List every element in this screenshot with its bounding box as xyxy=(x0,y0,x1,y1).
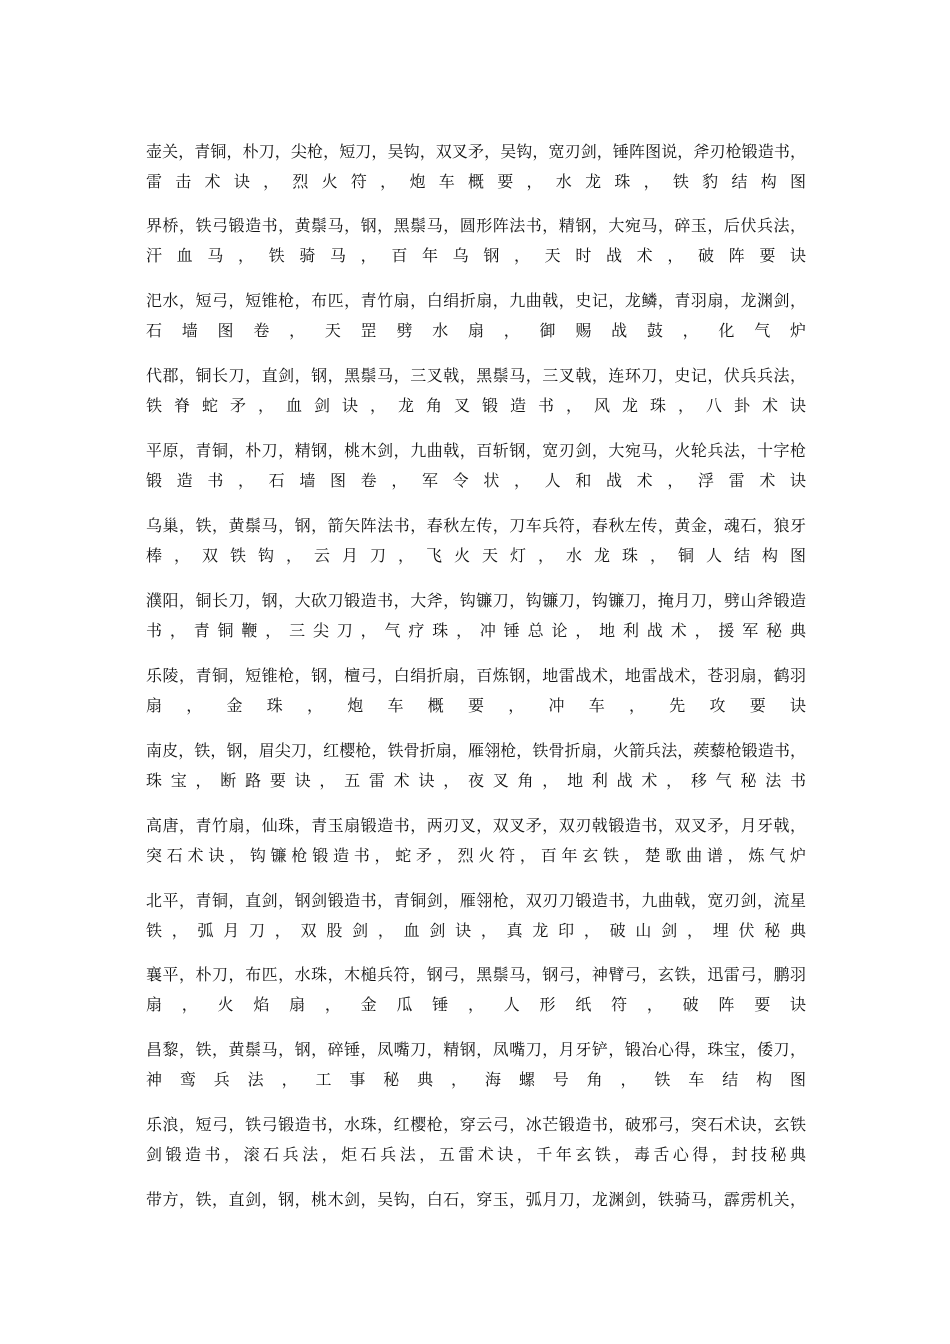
entry-line-2: 雷击术诀，烈火符，炮车概要，水龙珠，铁豹结构图 xyxy=(146,172,806,191)
entry-line-2: 神鸾兵法，工事秘典，海螺号角，铁车结构图 xyxy=(146,1070,806,1089)
entry-line-2: 棒，双铁钩，云月刀，飞火天灯，水龙珠，铜人结构图 xyxy=(146,546,806,565)
list-item xyxy=(146,213,806,269)
entry-line-2: 石墙图卷，天罡劈水扇，御赐战鼓，化气炉 xyxy=(146,321,806,340)
entry-line-1: 襄平，朴刀，布匹，水珠，木槌兵符，钢弓，黑鬃马，钢弓，神臂弓，玄铁，迅雷弓，鹏羽 xyxy=(146,965,806,984)
list-item xyxy=(146,438,806,494)
list-item xyxy=(146,663,806,719)
entry-line-1: 南皮，铁，钢，眉尖刀，红樱枪，铁骨折扇，雁翎枪，铁骨折扇，火箭兵法，蒺藜枪锻造书， xyxy=(146,741,806,760)
entry-line-1: 壶关，青铜，朴刀，尖枪，短刀，吴钩，双叉矛，吴钩，宽刃剑，锤阵图说，斧刃枪锻造书， xyxy=(146,142,806,161)
entry-line-1: 濮阳，铜长刀，钢，大砍刀锻造书，大斧，钩镰刀，钩镰刀，钩镰刀，掩月刀，劈山斧锻造 xyxy=(146,591,806,610)
entry-line-2: 扇，金珠，炮车概要，冲车，先攻要诀 xyxy=(146,696,806,715)
list-item xyxy=(146,1112,806,1168)
entry-line-1: 代郡，铜长刀，直剑，钢，黑鬃马，三叉戟，黑鬃马，三叉戟，连环刀，史记，伏兵兵法， xyxy=(146,366,806,385)
entry-line-2: 铁脊蛇矛，血剑诀，龙角叉锻造书，风龙珠，八卦术诀 xyxy=(146,396,806,415)
entry-line-1: 高唐，青竹扇，仙珠，青玉扇锻造书，两刃叉，双叉矛，双刃戟锻造书，双叉矛，月牙戟， xyxy=(146,816,806,835)
entry-line-1: 带方，铁，直剑，钢，桃木剑，吴钩，白石，穿玉，弧月刀，龙渊剑，铁骑马，霹雳机关， xyxy=(146,1190,806,1209)
list-item xyxy=(146,962,806,1018)
entry-line-2: 书，青铜鞭，三尖刀，气疗珠，冲锤总论，地利战术，援军秘典 xyxy=(146,621,806,640)
entry-line-2: 剑锻造书，滚石兵法，炬石兵法，五雷术诀，千年玄铁，毒舌心得，封技秘典 xyxy=(146,1145,806,1164)
entry-line-1: 平原，青铜，朴刀，精钢，桃木剑，九曲戟，百斩钢，宽刃剑，大宛马，火轮兵法，十字枪 xyxy=(146,441,806,460)
list-item xyxy=(146,813,806,869)
entry-line-2: 汗血马，铁骑马，百年乌钢，天时战术，破阵要诀 xyxy=(146,246,806,265)
list-item xyxy=(146,363,806,419)
entry-line-1: 界桥，铁弓锻造书，黄鬃马，钢，黑鬃马，圆形阵法书，精钢，大宛马，碎玉，后伏兵法， xyxy=(146,216,806,235)
list-item xyxy=(146,738,806,794)
entry-line-1: 汜水，短弓，短锥枪，布匹，青竹扇，白绢折扇，九曲戟，史记，龙鳞，青羽扇，龙渊剑， xyxy=(146,291,806,310)
entry-line-1: 乐浪，短弓，铁弓锻造书，水珠，红樱枪，穿云弓，冰芒锻造书，破邪弓，突石术诀，玄铁 xyxy=(146,1115,806,1134)
entry-line-2: 扇，火焰扇，金瓜锤，人形纸符，破阵要诀 xyxy=(146,995,806,1014)
list-item xyxy=(146,588,806,644)
entry-line-1: 昌黎，铁，黄鬃马，钢，碎锤，凤嘴刀，精钢，凤嘴刀，月牙铲，锻冶心得，珠宝，倭刀， xyxy=(146,1040,806,1059)
entry-line-2: 铁，弧月刀，双股剑，血剑诀，真龙印，破山剑，埋伏秘典 xyxy=(146,921,806,940)
list-item xyxy=(146,139,806,195)
list-item xyxy=(146,288,806,344)
entry-line-1: 北平，青铜，直剑，钢剑锻造书，青铜剑，雁翎枪，双刃刀锻造书，九曲戟，宽刃剑，流星 xyxy=(146,891,806,910)
entry-line-2: 突石术诀，钩镰枪锻造书，蛇矛，烈火符，百年玄铁，楚歌曲谱，炼气炉 xyxy=(146,846,806,865)
entry-line-1: 乌巢，铁，黄鬃马，钢，箭矢阵法书，春秋左传，刀车兵符，春秋左传，黄金，魂石，狼牙 xyxy=(146,516,806,535)
list-item xyxy=(146,1037,806,1093)
entry-line-2: 珠宝，断路要诀，五雷术诀，夜叉角，地利战术，移气秘法书 xyxy=(146,771,806,790)
list-item xyxy=(146,513,806,569)
list-item xyxy=(146,1187,806,1213)
entry-line-1: 乐陵，青铜，短锥枪，钢，檀弓，白绢折扇，百炼钢，地雷战术，地雷战术，苍羽扇，鹤羽 xyxy=(146,666,806,685)
list-item xyxy=(146,888,806,944)
entry-line-2: 锻造书，石墙图卷，军令状，人和战术，浮雷术诀 xyxy=(146,471,806,490)
